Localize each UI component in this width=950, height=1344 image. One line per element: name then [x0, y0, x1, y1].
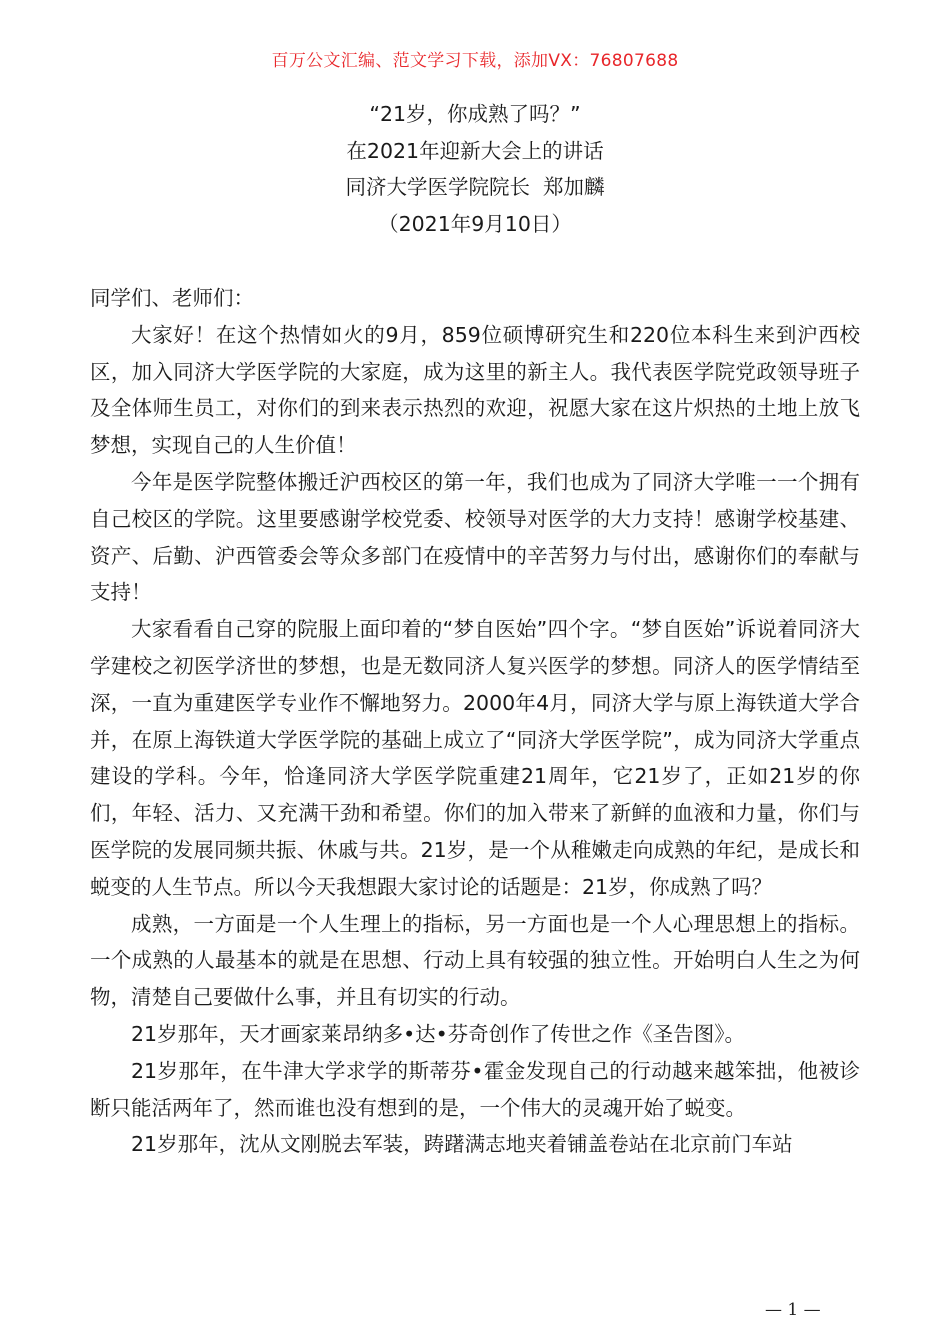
- salutation: 同学们、老师们：: [90, 286, 254, 310]
- document-body: [90, 280, 860, 1163]
- page-number: — 1 —: [765, 1300, 821, 1320]
- speaker-line: 同济大学医学院院长 郑加麟: [345, 175, 605, 199]
- paragraph: 21岁那年，在牛津大学求学的斯蒂芬•霍金发现自己的行动越来越笨拙，他被诊断只能活两年了，然而谁也没有想到的是，一个伟大的灵魂开始了蜕变。: [90, 1058, 860, 1120]
- watermark-banner: 百万公文汇编、范文学习下载，添加VX：76807688: [271, 51, 679, 71]
- paragraph: 大家好！在这个热情如火的9月，859位硕博研究生和220位本科生来到沪西校区，加入同济大学医学院的大家庭，成为这里的新主人。我代表医学院党政领导班子及全体师生员工，对你们的到来表示热烈的欢迎，祝愿大家在这片炽热的土地上放飞梦想，实现自己的人生价值！: [90, 322, 860, 458]
- paragraph: 21岁那年，天才画家莱昂纳多•达•芬奇创作了传世之作《圣告图》。: [131, 1021, 746, 1046]
- speech-date: （2021年9月10日）: [378, 211, 572, 236]
- document-subtitle: 在2021年迎新大会上的讲话: [346, 138, 604, 163]
- document-header: [0, 96, 950, 242]
- document-title: “21岁，你成熟了吗？”: [369, 102, 581, 126]
- paragraph: 大家看看自己穿的院服上面印着的“梦自医始”四个字。“梦自医始”诉说着同济大学建校之初医学济世的梦想，也是无数同济人复兴医学的梦想。同济人的医学情结至深，一直为重建医学专业作不懈地努力。2000年4月，同济大学与原上海铁道大学合并，在原上海铁道大学医学院的基础上成立了“同济大学医学院”，成为同济大学重点建设的学科。今年，恰逢同济大学医学院重建21周年，它21岁了，正如21岁的你们，年轻、活力、又充满干劲和希望。你们的加入带来了新鲜的血液和力量，你们与医学院的发展同频共振、休戚与共。21岁，是一个从稚嫩走向成熟的年纪，是成长和蜕变的人生节点。所以今天我想跟大家讨论的话题是：21岁，你成熟了吗？: [90, 617, 860, 899]
- paragraph: 21岁那年，沈从文刚脱去军装，踌躇满志地夹着铺盖卷站在北京前门车站: [131, 1132, 793, 1157]
- paragraph: 成熟，一方面是一个人生理上的指标，另一方面也是一个人心理思想上的指标。一个成熟的人最基本的就是在思想、行动上具有较强的独立性。开始明白人生之为何物，清楚自己要做什么事，并且有切实的行动。: [90, 911, 860, 1010]
- paragraph: 今年是医学院整体搬迁沪西校区的第一年，我们也成为了同济大学唯一一个拥有自己校区的学院。这里要感谢学校党委、校领导对医学的大力支持！感谢学校基建、资产、后勤、沪西管委会等众多部门在疫情中的辛苦努力与付出，感谢你们的奉献与支持！: [90, 469, 860, 605]
